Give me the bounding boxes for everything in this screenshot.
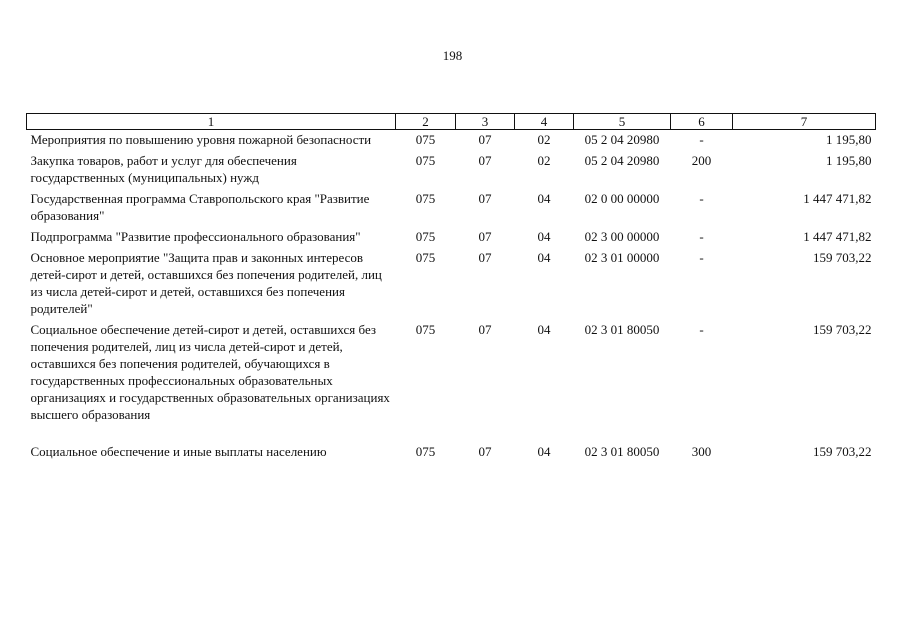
row-name: Основное мероприятие "Защита прав и законных интересов детей-сирот и детей, оставшихся без попечения родителей, лиц из числа детей-сирот и детей, оставшихся без попечения родителей" (30, 250, 382, 316)
row-col-3: 07 (478, 229, 492, 244)
row-col-7: 1 447 471,82 (803, 191, 872, 206)
row-name: Социальное обеспечение детей-сирот и детей, оставшихся без попечения родителей, лиц из числа детей-сирот и детей, оставшихся без попечения родителей, обучающихся в государственных профессиональных образовательных организациях и государственных образовательных организациях высшего образования (30, 322, 390, 422)
row-col-5: 05 2 04 20980 (584, 153, 660, 168)
table-row (27, 189, 876, 227)
row-col-7: 159 703,22 (813, 250, 872, 265)
page-number: 198 (442, 48, 463, 63)
header-col-5: 5 (574, 114, 671, 130)
row-col-3: 07 (478, 250, 492, 265)
header-col-3: 3 (456, 114, 515, 130)
table-row (27, 320, 876, 426)
row-col-7: 159 703,22 (813, 444, 872, 459)
row-name: Мероприятия по повышению уровня пожарной безопасности (30, 132, 372, 147)
header-col-7: 7 (733, 114, 876, 130)
spacer-cell (27, 426, 876, 442)
row-col-2: 075 (415, 132, 436, 147)
row-col-2: 075 (415, 444, 436, 459)
row-col-6: - (699, 229, 704, 244)
row-col-6: 300 (691, 444, 712, 459)
row-col-2: 075 (415, 322, 436, 337)
row-col-5: 02 3 01 80050 (584, 322, 660, 337)
row-col-6: - (699, 250, 704, 265)
row-spacer (27, 426, 876, 442)
row-col-3: 07 (478, 132, 492, 147)
table-header-row (27, 114, 876, 130)
row-col-4: 04 (537, 191, 551, 206)
row-col-5: 02 3 01 00000 (584, 250, 660, 265)
row-col-4: 04 (537, 250, 551, 265)
row-col-7: 1 447 471,82 (803, 229, 872, 244)
row-col-3: 07 (478, 191, 492, 206)
row-col-7: 1 195,80 (826, 132, 872, 147)
row-col-4: 02 (537, 132, 551, 147)
row-col-3: 07 (478, 322, 492, 337)
table-row (27, 248, 876, 320)
budget-table (26, 113, 876, 463)
table-row (27, 130, 876, 152)
row-col-6: - (699, 322, 704, 337)
row-name: Социальное обеспечение и иные выплаты населению (30, 444, 327, 459)
header-col-4: 4 (515, 114, 574, 130)
row-col-6: - (699, 191, 704, 206)
header-col-1: 1 (27, 114, 396, 130)
row-col-3: 07 (478, 444, 492, 459)
row-col-5: 05 2 04 20980 (584, 132, 660, 147)
row-col-2: 075 (415, 153, 436, 168)
table-row (27, 227, 876, 248)
row-col-4: 04 (537, 322, 551, 337)
row-col-6: 200 (691, 153, 712, 168)
row-col-2: 075 (415, 250, 436, 265)
row-col-4: 04 (537, 444, 551, 459)
row-name: Закупка товаров, работ и услуг для обеспечения государственных (муниципальных) нужд (30, 153, 297, 185)
row-col-5: 02 3 01 80050 (584, 444, 660, 459)
table-row (27, 151, 876, 189)
row-col-5: 02 3 00 00000 (584, 229, 660, 244)
header-col-2: 2 (396, 114, 456, 130)
row-name: Подпрограмма "Развитие профессионального образования" (30, 229, 361, 244)
row-col-3: 07 (478, 153, 492, 168)
row-col-5: 02 0 00 00000 (584, 191, 660, 206)
row-col-6: - (699, 132, 704, 147)
row-col-2: 075 (415, 191, 436, 206)
table-row (27, 442, 876, 463)
row-col-4: 02 (537, 153, 551, 168)
header-col-6: 6 (671, 114, 733, 130)
row-col-7: 159 703,22 (813, 322, 872, 337)
row-col-4: 04 (537, 229, 551, 244)
row-col-2: 075 (415, 229, 436, 244)
row-col-7: 1 195,80 (826, 153, 872, 168)
row-name: Государственная программа Ставропольского края "Развитие образования" (30, 191, 370, 223)
